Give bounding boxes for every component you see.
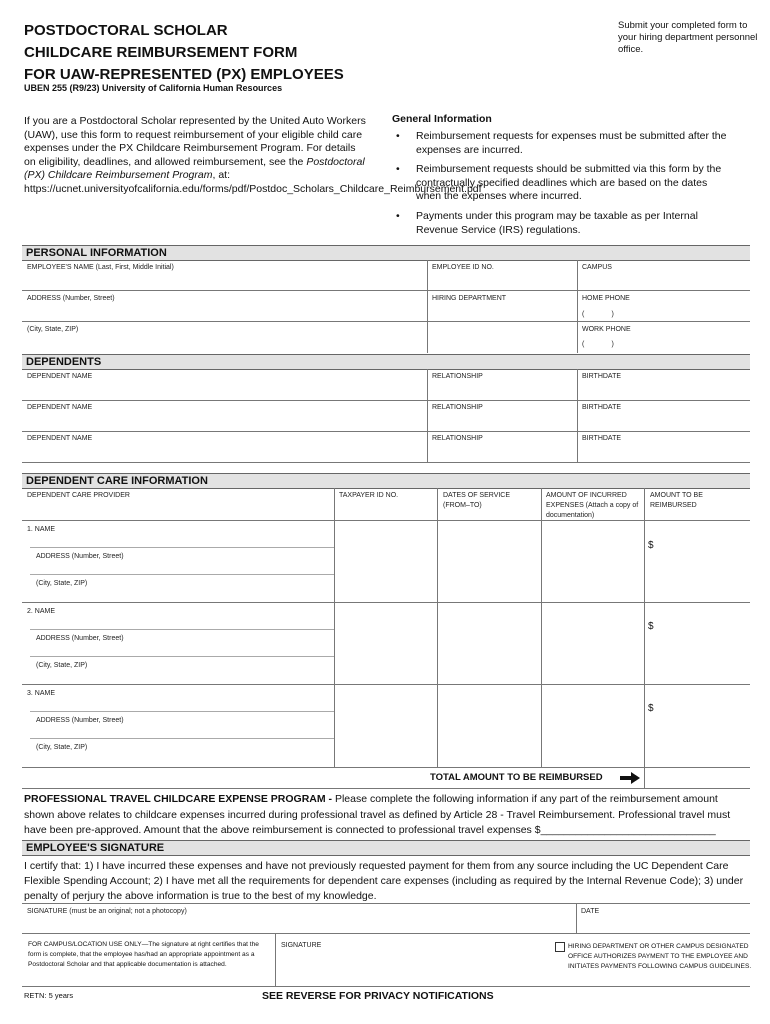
divider: [30, 574, 334, 575]
divider: [30, 738, 334, 739]
birthdate-field[interactable]: BIRTHDATE: [582, 373, 622, 380]
signature-field[interactable]: SIGNATURE (must be an original; not a photocopy): [27, 908, 187, 915]
city-field[interactable]: (City, State, ZIP): [27, 326, 79, 333]
signature-heading: EMPLOYEE'S SIGNATURE: [22, 840, 750, 856]
dependent-name-field[interactable]: DEPENDENT NAME: [27, 404, 93, 411]
provider-2-dollar[interactable]: $: [648, 621, 654, 632]
general-info-text: Payments under this program may be taxable as per Internal Revenue Service (IRS) regulations.: [416, 209, 698, 236]
form-id: UBEN 255 (R9/23) University of California Human Resources: [24, 83, 283, 93]
divider: [22, 986, 750, 987]
divider: [30, 547, 334, 548]
title-line-1: POSTDOCTORAL SCHOLAR: [24, 22, 228, 39]
general-info-text: Reimbursement requests for expenses must be submitted after the expenses are incurred.: [416, 130, 727, 156]
campus-field[interactable]: CAMPUS: [582, 264, 612, 271]
col-dates-header: DATES OF SERVICE (FROM–TO): [443, 492, 511, 509]
relationship-field[interactable]: RELATIONSHIP: [432, 373, 483, 380]
col-amount-incurred-header: AMOUNT OF INCURRED EXPENSES (Attach a copy of documentation): [546, 492, 639, 519]
divider: [576, 903, 577, 933]
divider: [22, 933, 750, 934]
divider: [30, 629, 334, 630]
divider: [22, 462, 750, 463]
provider-3-address-field[interactable]: ADDRESS (Number, Street): [36, 717, 124, 724]
home-phone-field[interactable]: HOME PHONE: [582, 295, 630, 302]
provider-2-address-field[interactable]: ADDRESS (Number, Street): [36, 635, 124, 642]
home-phone-parens: ( ): [582, 311, 614, 318]
address-field[interactable]: ADDRESS (Number, Street): [27, 295, 115, 302]
intro-program-name: Postdoctoral (PX) Childcare Reimbursement Program: [24, 155, 365, 182]
divider: [275, 933, 276, 986]
travel-section: [24, 792, 750, 839]
travel-heading: PROFESSIONAL TRAVEL CHILDCARE EXPENSE PROGRAM -: [24, 793, 333, 805]
birthdate-field[interactable]: BIRTHDATE: [582, 435, 622, 442]
submit-note: Submit your completed form to your hiring department personnel office.: [618, 20, 758, 55]
employee-name-field[interactable]: EMPLOYEE'S NAME (Last, First, Middle Initial): [27, 264, 174, 271]
divider: [334, 488, 335, 767]
employee-id-field[interactable]: EMPLOYEE ID NO.: [432, 264, 494, 271]
divider: [22, 290, 750, 291]
care-info-heading: DEPENDENT CARE INFORMATION: [22, 473, 750, 489]
provider-3-city-field[interactable]: (City, State, ZIP): [36, 744, 88, 751]
see-reverse-note: SEE REVERSE FOR PRIVACY NOTIFICATIONS: [262, 990, 494, 1002]
provider-3-dollar[interactable]: $: [648, 703, 654, 714]
general-info-title: General Information: [392, 113, 492, 125]
arrow-right-icon: [620, 772, 640, 784]
travel-text[interactable]: Please complete the following information if any part of the reimbursement amount shown above relates to childcare expenses incurred during professional travel as defined by Article 28 - Travel Reimbursement. Professional travel must have been pre-approved. Amount that the above reimbursement is connected to professional travel expenses $______________________________: [24, 793, 731, 836]
divider: [22, 903, 750, 904]
divider: [22, 788, 750, 789]
divider: [427, 260, 428, 353]
divider: [427, 369, 428, 462]
divider: [22, 602, 750, 603]
general-info-list: [392, 130, 732, 243]
hiring-dept-note: HIRING DEPARTMENT OR OTHER CAMPUS DESIGNATED OFFICE AUTHORIZES PAYMENT TO THE EMPLOYEE AND INITIATES PAYMENTS FOLLOWING CAMPUS GUIDELINES.: [568, 943, 752, 970]
divider: [577, 321, 750, 322]
provider-3-name-field[interactable]: 3. NAME: [27, 690, 56, 697]
divider: [541, 488, 542, 767]
bullet-icon: •: [396, 130, 400, 142]
general-info-text: Reimbursement requests should be submitted via this form by the contractually specified deadlines which are based on the dates when the expenses where incurred.: [416, 163, 722, 203]
campus-use-note: FOR CAMPUS/LOCATION USE ONLY—The signature at right certifies that the form is complete, that the employee has/had an appropriate appointment as a Postdoctoral Scholar and that applicable documentation is attached.: [28, 941, 259, 968]
relationship-field[interactable]: RELATIONSHIP: [432, 404, 483, 411]
divider: [577, 260, 578, 353]
provider-1-dollar[interactable]: $: [648, 540, 654, 551]
total-label: TOTAL AMOUNT TO BE REIMBURSED: [430, 772, 603, 783]
bullet-icon: •: [396, 163, 400, 176]
form-title: [24, 20, 384, 86]
intro-text-after: , at: https://ucnet.universityofcalifornia.edu/forms/pdf/Postdoc_Scholars_Childcare_Reimbursement.pdf: [24, 169, 482, 195]
provider-1-name-field[interactable]: 1. NAME: [27, 526, 56, 533]
divider: [22, 321, 577, 322]
divider: [22, 684, 750, 685]
provider-1-city-field[interactable]: (City, State, ZIP): [36, 580, 88, 587]
date-field[interactable]: DATE: [581, 908, 600, 915]
general-info-item: [392, 163, 732, 204]
work-phone-parens: ( ): [582, 341, 614, 348]
dependents-heading: DEPENDENTS: [22, 354, 750, 370]
dependent-name-field[interactable]: DEPENDENT NAME: [27, 373, 93, 380]
divider: [22, 767, 750, 768]
divider: [30, 711, 334, 712]
divider: [437, 488, 438, 767]
retention-note: RETN: 5 years: [24, 991, 74, 1000]
divider: [644, 488, 645, 788]
birthdate-field[interactable]: BIRTHDATE: [582, 404, 622, 411]
divider: [22, 400, 750, 401]
title-line-3: FOR UAW-REPRESENTED (PX) EMPLOYEES: [24, 66, 344, 83]
intro-text-before: If you are a Postdoctoral Scholar represented by the United Auto Workers (UAW), use this form to request reimbursement of your eligible child care expenses under the PX Childcare Reimbursement Program. For details on eligibility, deadlines, and allowed reimbursement, see the: [24, 115, 366, 168]
work-phone-field[interactable]: WORK PHONE: [582, 326, 631, 333]
col-amount-reimbursed-header: AMOUNT TO BE REIMBURSED: [650, 492, 703, 509]
col-taxpayer-header: TAXPAYER ID NO.: [339, 492, 399, 499]
provider-2-city-field[interactable]: (City, State, ZIP): [36, 662, 88, 669]
divider: [30, 656, 334, 657]
hiring-dept-checkbox[interactable]: [555, 942, 565, 952]
general-info-item: [392, 210, 732, 237]
col-provider-header: DEPENDENT CARE PROVIDER: [27, 492, 130, 499]
certification-text: I certify that: 1) I have incurred these expenses and have not previously requested payment for them from any source including the UC Dependent Care Flexible Spending Account; 2) I have met all the requirements for dependent care expenses (including as required by the Internal Revenue Code); 3) under penalty of perjury the above information is true to the best of my knowledge.: [24, 860, 744, 903]
bullet-icon: •: [396, 209, 400, 222]
divider: [22, 431, 750, 432]
provider-2-name-field[interactable]: 2. NAME: [27, 608, 56, 615]
title-line-2: CHILDCARE REIMBURSEMENT FORM: [24, 44, 298, 61]
provider-1-address-field[interactable]: ADDRESS (Number, Street): [36, 553, 124, 560]
general-info-item: [392, 130, 732, 157]
campus-signature-field[interactable]: SIGNATURE: [281, 942, 322, 949]
divider: [577, 369, 578, 462]
hiring-dept-field[interactable]: HIRING DEPARTMENT: [432, 295, 507, 302]
dependent-name-field[interactable]: DEPENDENT NAME: [27, 435, 93, 442]
personal-info-heading: PERSONAL INFORMATION: [22, 245, 750, 261]
relationship-field[interactable]: RELATIONSHIP: [432, 435, 483, 442]
